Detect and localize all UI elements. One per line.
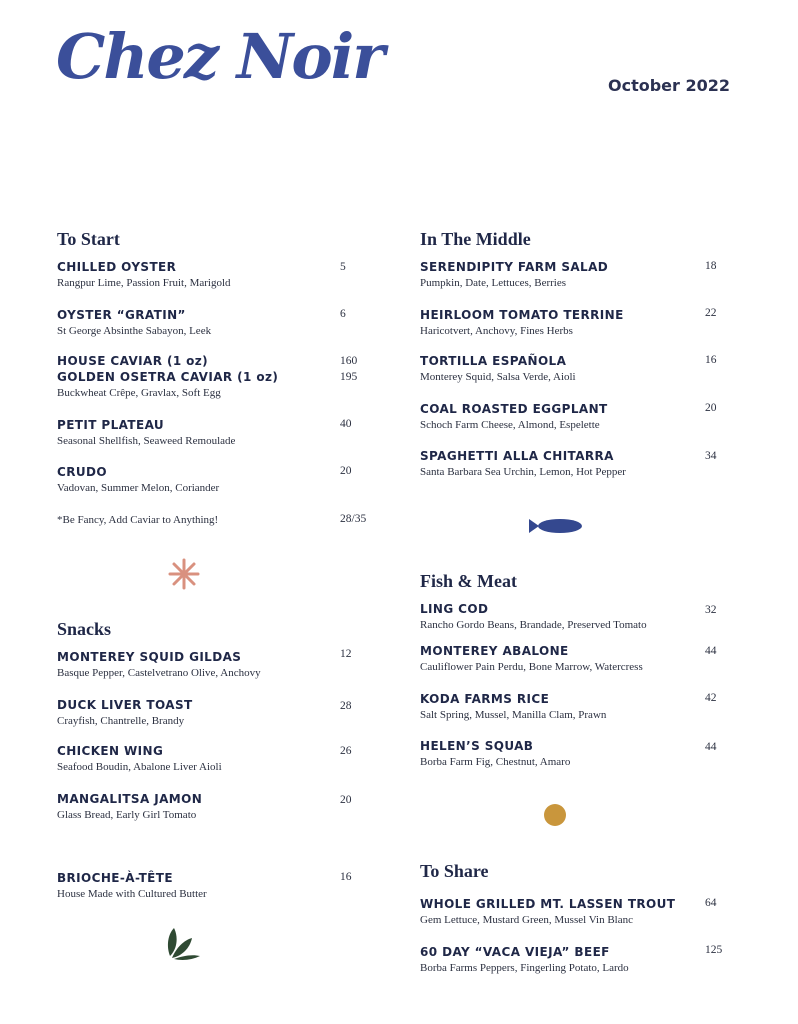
item-name: BRIOCHE-À-TÊTE bbox=[57, 871, 173, 885]
item-price: 22 bbox=[705, 307, 717, 319]
menu-item bbox=[57, 307, 377, 339]
item-price: 44 bbox=[705, 741, 717, 753]
item-price: 6 bbox=[340, 308, 346, 320]
item-name: PETIT PLATEAU bbox=[57, 418, 165, 432]
menu-item bbox=[57, 743, 377, 775]
restaurant-logo: Chez Noir bbox=[56, 20, 383, 93]
item-price: 20 bbox=[340, 465, 352, 477]
item-description: House Made with Cultured Butter bbox=[57, 888, 207, 900]
menu-item bbox=[420, 896, 740, 928]
item-description: Basque Pepper, Castelvetrano Olive, Anchovy bbox=[57, 667, 261, 679]
menu-item bbox=[420, 601, 740, 633]
item-description: Cauliflower Pain Perdu, Bone Marrow, Watercress bbox=[420, 661, 643, 673]
item-price: 32 bbox=[705, 604, 717, 616]
item-name: SPAGHETTI ALLA CHITARRA bbox=[420, 449, 614, 463]
item-name: HOUSE CAVIAR (1 oz) bbox=[57, 354, 209, 368]
item-name: HELEN’S SQUAB bbox=[420, 739, 534, 753]
item-price: 40 bbox=[340, 418, 352, 430]
menu-item bbox=[420, 448, 740, 480]
item-description: Gem Lettuce, Mustard Green, Mussel Vin Blanc bbox=[420, 914, 633, 926]
item-name: MANGALITSA JAMON bbox=[57, 792, 203, 806]
item-description: Seafood Boudin, Abalone Liver Aioli bbox=[57, 761, 222, 773]
item-price: 16 bbox=[340, 871, 352, 883]
menu-item bbox=[420, 307, 740, 339]
item-description: Haricotvert, Anchovy, Fines Herbs bbox=[420, 325, 573, 337]
item-description: Rangpur Lime, Passion Fruit, Marigold bbox=[57, 277, 231, 289]
item-price: 34 bbox=[705, 450, 717, 462]
item-name: MONTEREY ABALONE bbox=[420, 644, 569, 658]
item-price: 64 bbox=[705, 897, 717, 909]
item-name: CRUDO bbox=[57, 465, 107, 479]
item-name-secondary: GOLDEN OSETRA CAVIAR (1 oz) bbox=[57, 370, 279, 384]
item-name: HEIRLOOM TOMATO TERRINE bbox=[420, 308, 624, 322]
menu-item bbox=[57, 697, 377, 729]
item-price: 5 bbox=[340, 261, 346, 273]
menu-item bbox=[420, 738, 740, 770]
item-price: 12 bbox=[340, 648, 352, 660]
item-description: Glass Bread, Early Girl Tomato bbox=[57, 809, 197, 821]
menu-item bbox=[57, 464, 377, 496]
caviar-note-price: 28/35 bbox=[340, 513, 367, 525]
caviar-note: *Be Fancy, Add Caviar to Anything! bbox=[57, 514, 219, 526]
menu-item bbox=[420, 353, 740, 385]
menu-date: October 2022 bbox=[608, 76, 731, 95]
section-title-in-the-middle: In The Middle bbox=[420, 229, 531, 249]
item-name: DUCK LIVER TOAST bbox=[57, 698, 193, 712]
item-price: 20 bbox=[340, 794, 352, 806]
leaf-icon bbox=[164, 926, 202, 960]
section-title-to-share: To Share bbox=[420, 861, 489, 881]
item-description: Crayfish, Chantrelle, Brandy bbox=[57, 715, 185, 727]
item-description: Borba Farms Peppers, Fingerling Potato, Lardo bbox=[420, 962, 629, 974]
menu-item bbox=[57, 417, 377, 449]
menu-item bbox=[420, 691, 740, 723]
item-description: Pumpkin, Date, Lettuces, Berries bbox=[420, 277, 567, 289]
item-price: 20 bbox=[705, 402, 717, 414]
menu-item bbox=[57, 649, 377, 681]
item-price: 18 bbox=[705, 260, 717, 272]
item-name: KODA FARMS RICE bbox=[420, 692, 550, 706]
section-title-to-start: To Start bbox=[57, 229, 120, 249]
item-price: 26 bbox=[340, 745, 352, 757]
menu-item bbox=[57, 259, 377, 291]
fish-icon bbox=[527, 516, 583, 536]
item-name: MONTEREY SQUID GILDAS bbox=[57, 650, 242, 664]
section-title-fish-meat: Fish & Meat bbox=[420, 571, 517, 591]
item-description: Buckwheat Crêpe, Gravlax, Soft Egg bbox=[57, 387, 221, 399]
menu-item bbox=[57, 353, 377, 401]
item-name: WHOLE GRILLED MT. LASSEN TROUT bbox=[420, 897, 676, 911]
menu-item bbox=[420, 643, 740, 675]
section-title-snacks: Snacks bbox=[57, 619, 112, 639]
item-description: St George Absinthe Sabayon, Leek bbox=[57, 325, 212, 337]
item-price: 28 bbox=[340, 700, 352, 712]
item-name: SERENDIPITY FARM SALAD bbox=[420, 260, 609, 274]
dot-icon bbox=[543, 803, 567, 827]
item-name: COAL ROASTED EGGPLANT bbox=[420, 402, 608, 416]
item-name: CHICKEN WING bbox=[57, 744, 164, 758]
item-description: Vadovan, Summer Melon, Coriander bbox=[57, 482, 220, 494]
item-description: Borba Farm Fig, Chestnut, Amaro bbox=[420, 756, 571, 768]
item-description: Rancho Gordo Beans, Brandade, Preserved Tomato bbox=[420, 619, 647, 631]
item-name: TORTILLA ESPAÑOLA bbox=[420, 354, 567, 368]
menu-item bbox=[420, 401, 740, 433]
menu-item bbox=[57, 791, 377, 823]
item-description: Schoch Farm Cheese, Almond, Espelette bbox=[420, 419, 600, 431]
item-name: CHILLED OYSTER bbox=[57, 260, 177, 274]
item-price: 125 bbox=[705, 944, 723, 956]
item-description: Seasonal Shellfish, Seaweed Remoulade bbox=[57, 435, 236, 447]
menu-item bbox=[420, 944, 740, 976]
item-name: OYSTER “GRATIN” bbox=[57, 308, 186, 322]
asterisk-icon bbox=[168, 558, 200, 590]
item-description: Monterey Squid, Salsa Verde, Aioli bbox=[420, 371, 576, 383]
item-description: Salt Spring, Mussel, Manilla Clam, Prawn bbox=[420, 709, 607, 721]
menu-item bbox=[57, 870, 377, 902]
item-price: 16 bbox=[705, 354, 717, 366]
item-name: 60 DAY “VACA VIEJA” BEEF bbox=[420, 945, 610, 959]
item-price: 44 bbox=[705, 645, 717, 657]
item-description: Santa Barbara Sea Urchin, Lemon, Hot Pepper bbox=[420, 466, 626, 478]
item-price-secondary: 195 bbox=[340, 371, 358, 383]
item-name: LING COD bbox=[420, 602, 489, 616]
item-price: 42 bbox=[705, 692, 717, 704]
item-price: 160 bbox=[340, 355, 358, 367]
menu-item bbox=[420, 259, 740, 291]
